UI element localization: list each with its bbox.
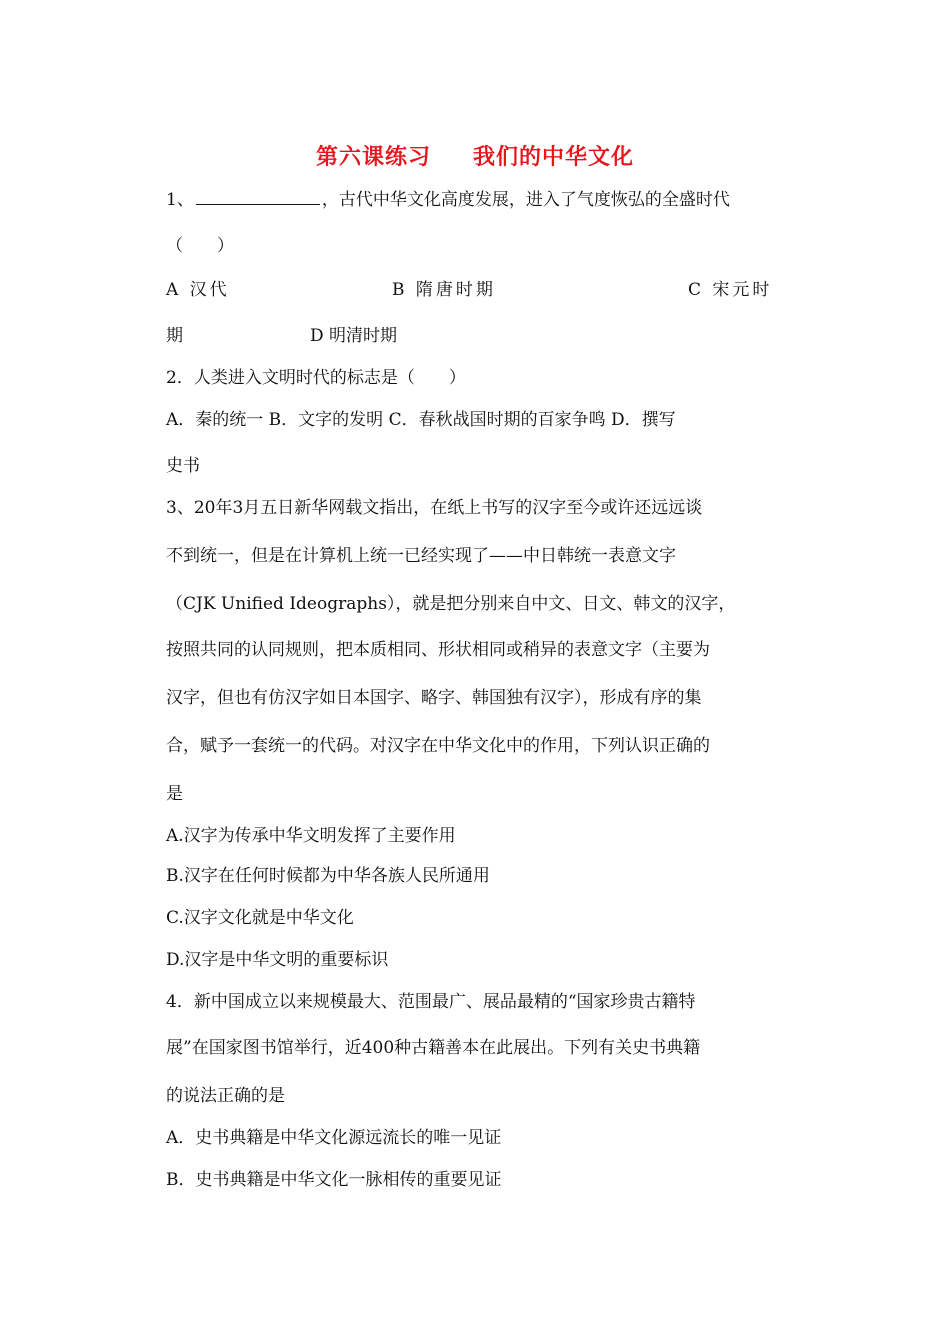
q3-line: 是 [166, 784, 183, 804]
q3-line: 按照共同的认同规则，把本质相同、形状相同或稍异的表意文字（主要为 [166, 640, 710, 660]
title-lesson: 第六课练习 [315, 144, 431, 170]
q3-option-b: B.汉字在任何时候都为中华各族人民所通用 [166, 866, 490, 886]
q2-stem: 2．人类进入文明时代的标志是（ ） [166, 368, 466, 388]
q4-line: 展”在国家图书馆举行，近400种古籍善本在此展出。下列有关史书典籍 [166, 1038, 701, 1058]
q4-line: 4．新中国成立以来规模最大、范围最广、展品最精的“国家珍贵古籍特 [166, 992, 696, 1012]
title-topic: 我们的中华文化 [473, 144, 635, 170]
q3-line: 汉字，但也有仿汉字如日本国字、略字、韩国独有汉字），形成有序的集 [166, 688, 702, 708]
q1-option-d: D 明清时期 [310, 326, 398, 346]
q1-option-a: A 汉代 [166, 280, 230, 300]
q2-options-cont: 史书 [166, 456, 200, 476]
q1-text: ，古代中华文化高度发展，进入了气度恢弘的全盛时代 [321, 190, 730, 210]
q1-number: 1、 [166, 190, 194, 210]
q1-option-b: B 隋唐时期 [392, 280, 496, 300]
q3-option-c: C.汉字文化就是中华文化 [166, 908, 354, 928]
q4-line: 的说法正确的是 [166, 1086, 285, 1106]
q1-answer-paren: （ ） [166, 236, 234, 256]
q2-options: A．秦的统一 B．文字的发明 C．春秋战国时期的百家争鸣 D．撰写 [166, 410, 676, 430]
q3-line: 3、20年3月五日新华网载文指出，在纸上书写的汉字至今或许还远远谈 [166, 498, 703, 518]
q3-line: 合，赋予一套统一的代码。对汉字在中华文化中的作用，下列认识正确的 [166, 736, 710, 756]
q1-stem [166, 190, 730, 210]
q1-blank [196, 190, 320, 205]
q3-line: （CJK Unified Ideographs），就是把分别来自中文、日文、韩文的汉字， [166, 594, 736, 614]
q4-option-a: A．史书典籍是中华文化源远流长的唯一见证 [166, 1128, 502, 1148]
q1-option-c-cont: 期 [166, 326, 183, 346]
page-title [0, 140, 950, 171]
q3-option-a: A.汉字为传承中华文明发挥了主要作用 [166, 826, 456, 846]
q3-line: 不到统一，但是在计算机上统一已经实现了——中日韩统一表意文字 [166, 546, 676, 566]
q3-option-d: D.汉字是中华文明的重要标识 [166, 950, 389, 970]
q4-option-b: B．史书典籍是中华文化一脉相传的重要见证 [166, 1170, 502, 1190]
q1-option-c: C 宋元时 [688, 280, 773, 300]
